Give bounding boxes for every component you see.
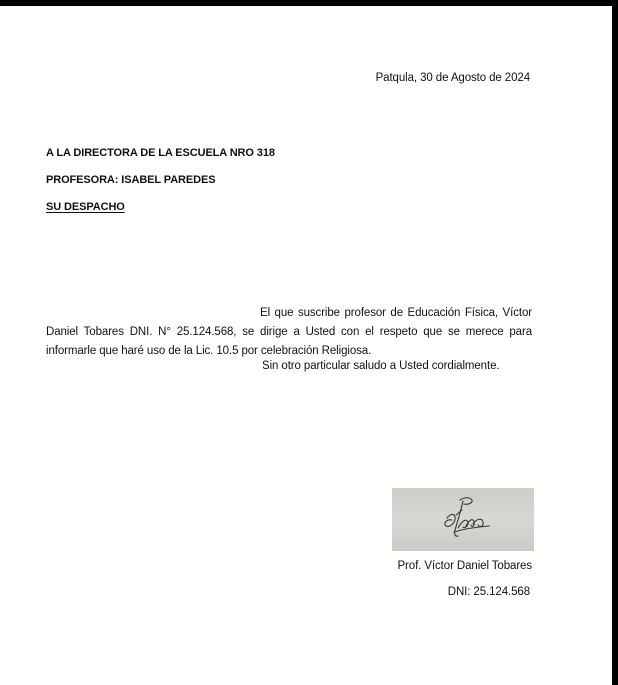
recipient-line-director: A LA DIRECTORA DE LA ESCUELA NRO 318: [46, 147, 275, 159]
letter-page: [0, 6, 612, 685]
letter-closing: Sin otro particular saludo a Usted cordialmente.: [262, 360, 500, 372]
recipient-line-teacher: PROFESORA: ISABEL PAREDES: [46, 174, 216, 186]
handwritten-signature: [392, 488, 534, 551]
signature-scribble: [392, 488, 534, 551]
signature-dni: DNI: 25.124.568: [447, 586, 530, 598]
signature-name: Prof. Víctor Daniel Tobares: [397, 560, 532, 572]
letter-body: El que suscribe profesor de Educación Física, Víctor Daniel Tobares DNI. N° 25.124.568, se dirige a Usted con el respeto que se merece para informarle que haré uso de la Lic. 10.5 por celebración Religiosa.: [46, 307, 532, 357]
recipient-line-despacho: SU DESPACHO: [46, 201, 125, 213]
letter-date: Patqula, 30 de Agosto de 2024: [375, 72, 530, 84]
